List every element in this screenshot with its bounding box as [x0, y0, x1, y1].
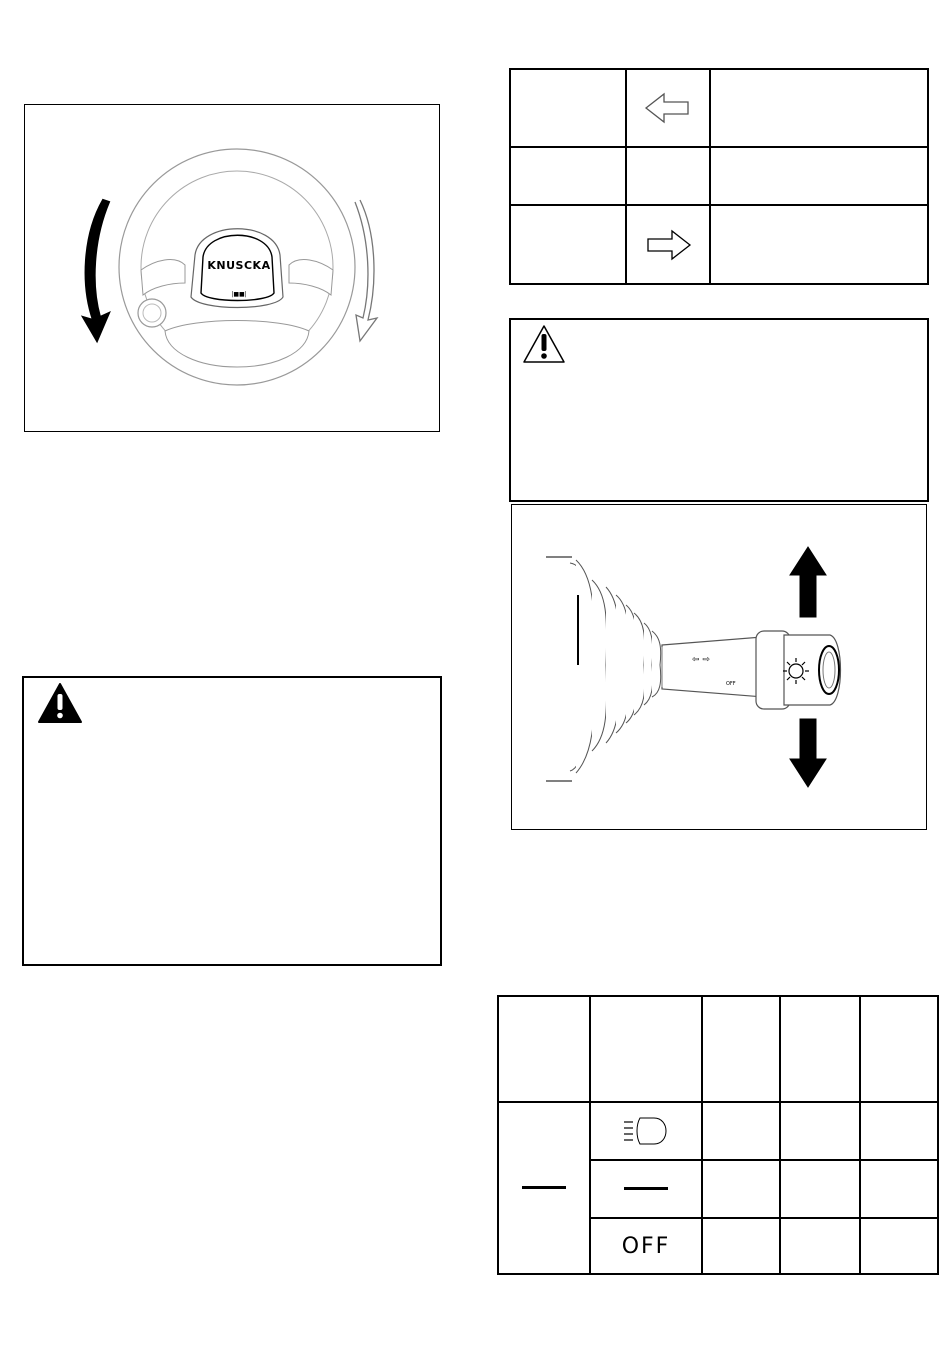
table-cell — [780, 1102, 860, 1160]
lever-arrow-marks: ⇦ ⇨ — [692, 655, 710, 665]
table-cell — [780, 1218, 860, 1274]
table-cell — [860, 1218, 938, 1274]
table-cell — [860, 1102, 938, 1160]
off-icon: OFF — [621, 1233, 671, 1259]
table-cell — [702, 1102, 780, 1160]
turn-signal-table — [509, 68, 929, 285]
table-cell — [498, 1102, 590, 1274]
lever-off-mark: OFF — [726, 681, 736, 687]
warning-triangle-icon — [37, 682, 83, 724]
steering-wheel-figure — [24, 104, 440, 432]
warning-box-left — [22, 676, 442, 966]
hub-mark: |■■| — [231, 291, 247, 298]
header-cell — [702, 996, 780, 1102]
warning-triangle-outline-icon — [521, 323, 567, 365]
table-cell — [626, 205, 710, 284]
table-cell — [510, 69, 626, 147]
steering-logo: KNUSCKA — [207, 259, 271, 272]
table-row — [510, 69, 928, 147]
table-cell — [590, 1102, 702, 1160]
table-cell — [780, 1160, 860, 1218]
table-row — [498, 1102, 938, 1160]
lever-illustration — [512, 505, 926, 829]
header-cell — [498, 996, 590, 1102]
table-cell — [710, 147, 928, 205]
right-arrow-icon — [644, 228, 692, 262]
dash-icon — [624, 1186, 668, 1192]
table-cell — [510, 147, 626, 205]
table-cell — [702, 1218, 780, 1274]
table-header-row — [498, 996, 938, 1102]
warning-box-right — [509, 318, 929, 502]
table-cell — [626, 69, 710, 147]
table-cell — [590, 1160, 702, 1218]
table-cell — [702, 1160, 780, 1218]
lever-down-arrow-icon — [790, 719, 826, 787]
rotate-counterclockwise-arrow-icon — [83, 200, 109, 341]
lever-up-arrow-icon — [790, 547, 826, 617]
header-cell — [860, 996, 938, 1102]
left-arrow-icon — [644, 91, 692, 125]
table-row — [510, 147, 928, 205]
table-cell — [860, 1160, 938, 1218]
table-cell — [590, 1218, 702, 1274]
high-beam-headlight-icon — [622, 1115, 670, 1147]
table-cell — [710, 69, 928, 147]
table-cell — [626, 147, 710, 205]
table-cell — [510, 205, 626, 284]
table-row — [510, 205, 928, 284]
header-cell — [590, 996, 702, 1102]
table-cell — [710, 205, 928, 284]
light-lever-figure — [511, 504, 927, 830]
header-cell — [780, 996, 860, 1102]
dash-symbol-icon — [522, 1185, 566, 1191]
rotate-clockwise-arrow-icon — [355, 200, 377, 341]
light-switch-table — [497, 995, 939, 1275]
